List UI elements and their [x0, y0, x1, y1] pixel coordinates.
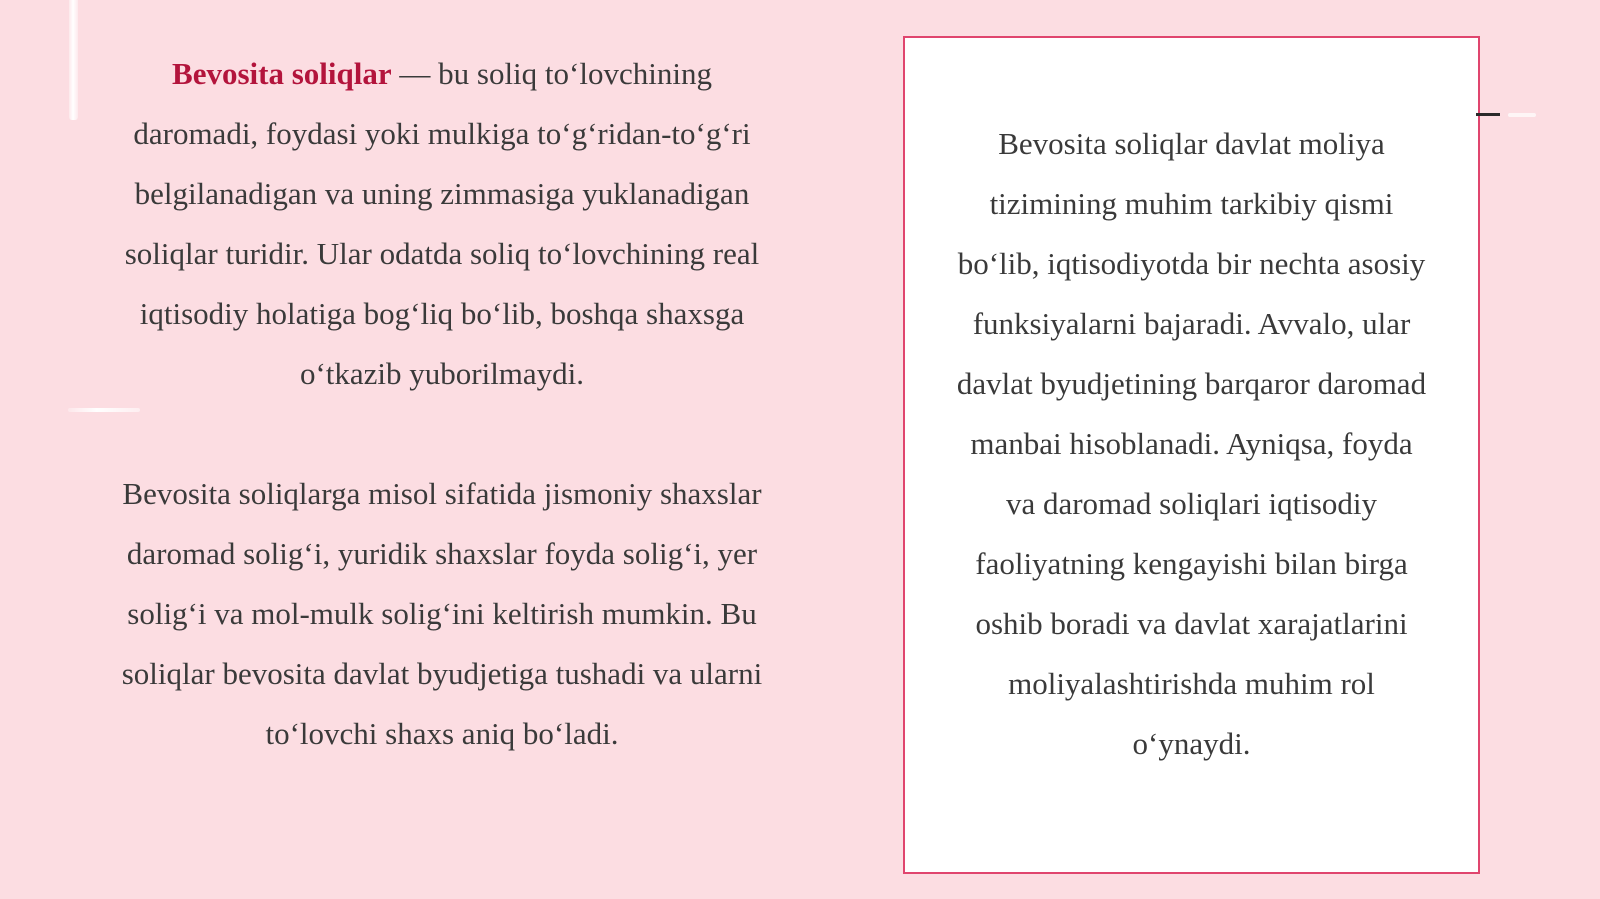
- highlighted-term: Bevosita soliqlar: [172, 56, 392, 91]
- functions-card: [903, 36, 1480, 874]
- functions-paragraph: Bevosita soliqlar davlat moliya tizimining muhim tarkibiy qismi bo‘lib, iqtisodiyotda bir nechta asosiy funksiyalarni bajaradi. Avvalo, ular davlat byudjetining barqaror daromad manbai hisoblanadi. Ayniqsa, foyda va daromad soliqlari iqtisodiy faoliyatning kengayishi bilan birga oshib boradi va davlat xarajatlarini moliyalashtirishda muhim rol o‘ynaydi.: [956, 126, 1427, 761]
- definition-text: — bu soliq to‘lovchining daromadi, foydasi yoki mulkiga to‘g‘ridan-to‘g‘ri belgilanadigan va uning zimmasiga yuklanadigan soliqlar turidir. Ular odatda soliq to‘lovchining real iqtisodiy holatiga bog‘liq bo‘lib, boshqa shaxsga o‘tkazib yuborilmaydi.: [124, 56, 760, 391]
- definition-paragraph: [110, 44, 774, 404]
- examples-paragraph: Bevosita soliqlarga misol sifatida jismoniy shaxslar daromad solig‘i, yuridik shaxslar foyda solig‘i, yer solig‘i va mol-mulk solig‘ini keltirish mumkin. Bu soliqlar bevosita davlat byudjetiga tushadi va ularni to‘lovchi shaxs aniq bo‘ladi.: [121, 476, 763, 751]
- decorative-dash: [1476, 113, 1500, 116]
- left-text-column: [110, 44, 774, 764]
- decorative-vertical-bar: [69, 0, 78, 120]
- decorative-dash-highlight: [1508, 113, 1536, 117]
